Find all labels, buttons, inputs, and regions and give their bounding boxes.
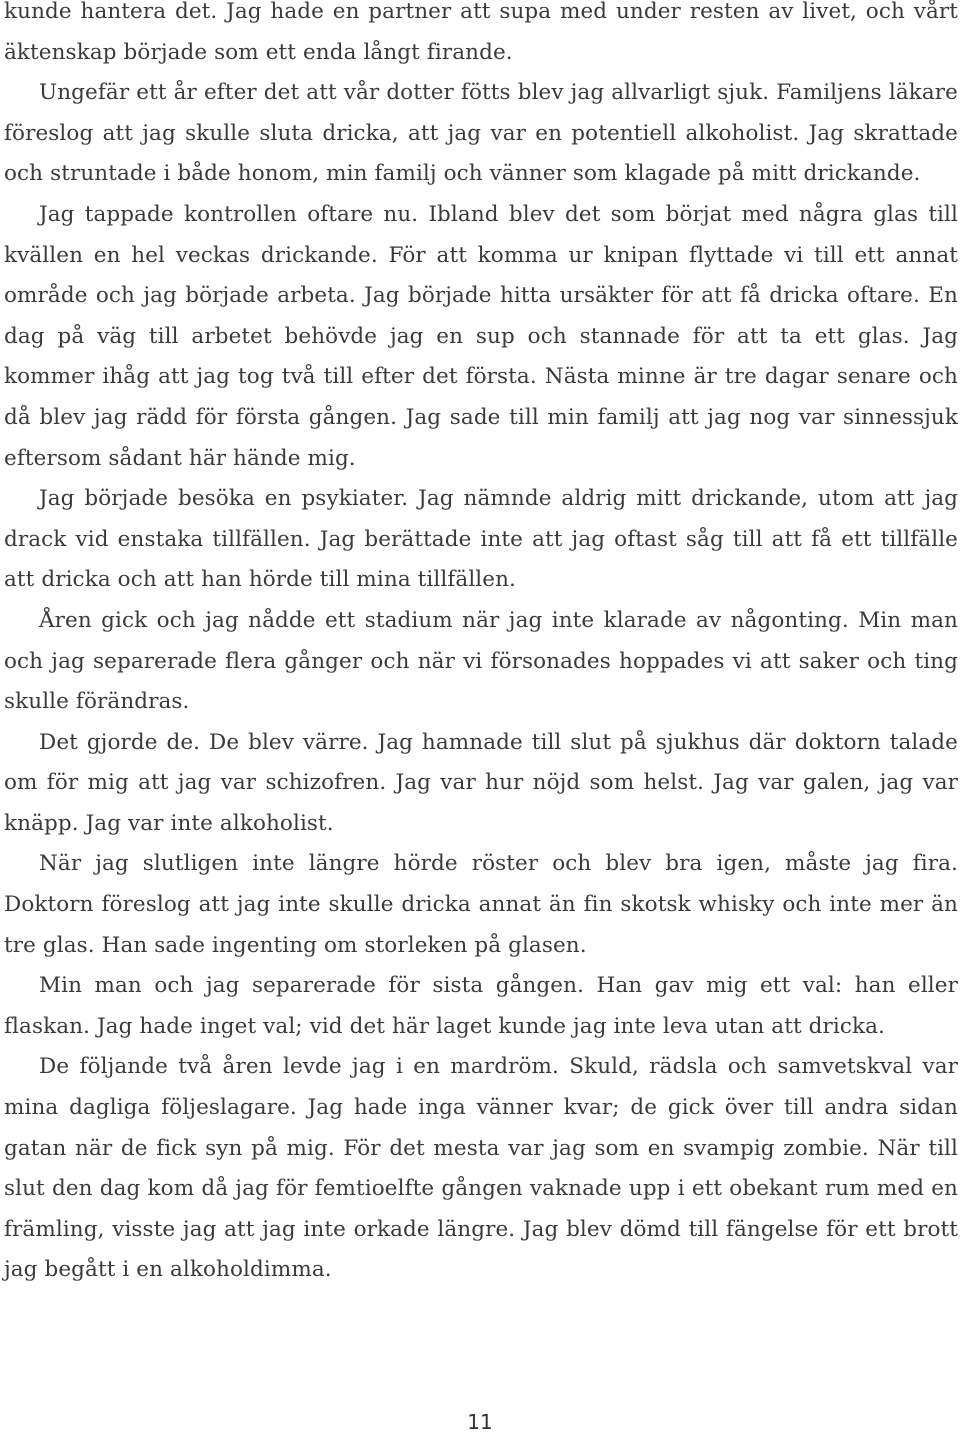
paragraph: Ungefär ett år efter det att vår dotter fötts blev jag allvarligt sjuk. Familjens läkare föreslog att jag skulle sluta dricka, att jag var en potentiell alkoholist. Jag skrattade och struntade i både honom, min familj och vänner som klagade på mitt drickande. <box>4 80 958 187</box>
paragraph-continuation: kunde hantera det. Jag hade en partner att supa med under resten av livet, och vårt äktenskap började som ett enda långt firande. <box>4 0 958 65</box>
body-text <box>4 0 958 1291</box>
paragraph: Min man och jag separerade för sista gången. Han gav mig ett val: han eller flaskan. Jag hade inget val; vid det här laget kunde jag inte leva utan att dricka. <box>4 973 958 1039</box>
paragraph: När jag slutligen inte längre hörde röster och blev bra igen, måste jag fira. Doktorn föreslog att jag inte skulle dricka annat än fin skotsk whisky och inte mer än tre glas. Han sade ingenting om storleken på glasen. <box>4 851 958 958</box>
paragraph: De följande två åren levde jag i en mardröm. Skuld, rädsla och samvetskval var mina dagliga följeslagare. Jag hade inga vänner kvar; de gick över till andra sidan gatan när de fick syn på mig. För det mesta var jag som en svampig zombie. När till slut den dag kom då jag för femtioelfte gången vaknade upp i ett obekant rum med en främling, visste jag att jag inte orkade längre. Jag blev dömd till fängelse för ett brott jag begått i en alkoholdimma. <box>4 1054 958 1283</box>
paragraph: Åren gick och jag nådde ett stadium när jag inte klarade av någonting. Min man och jag separerade flera gånger och när vi försonades hoppades vi att saker och ting skulle förändras. <box>4 607 958 715</box>
page-number: 11 <box>467 1410 493 1434</box>
paragraph: Jag började besöka en psykiater. Jag nämnde aldrig mitt drickande, utom att jag drack vid enstaka tillfällen. Jag berättade inte att jag oftast såg till att få ett tillfälle att dricka och att han hörde till mina tillfällen. <box>4 486 958 593</box>
paragraph: Det gjorde de. De blev värre. Jag hamnade till slut på sjukhus där doktorn talade om för mig att jag var schizofren. Jag var hur nöjd som helst. Jag var galen, jag var knäpp. Jag var inte alkoholist. <box>4 729 958 836</box>
paragraph: Jag tappade kontrollen oftare nu. Ibland blev det som börjat med några glas till kvällen en hel veckas drickande. För att komma ur knipan flyttade vi till ett annat område och jag började arbeta. Jag började hitta ursäkter för att få dricka oftare. En dag på väg till arbetet behövde jag en sup och stannade för att ta ett glas. Jag kommer ihåg att jag tog två till efter det första. Nästa minne är tre dagar senare och då blev jag rädd för första gången. Jag sade till min familj att jag nog var sinnessjuk eftersom sådant här hände mig. <box>4 201 958 471</box>
